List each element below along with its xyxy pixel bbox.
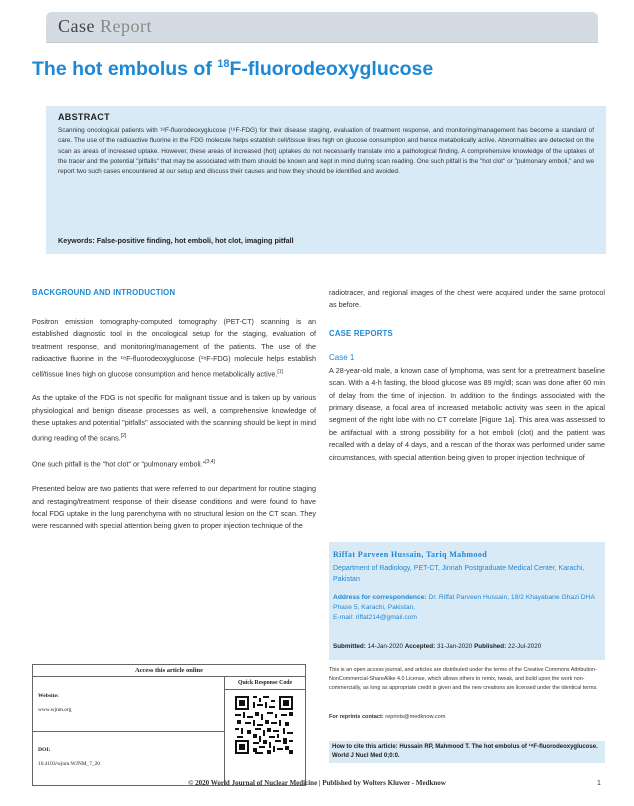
reprints-contact: For reprints contact: reprints@medknow.com [329,714,446,720]
abstract-text: Scanning oncological patients with ¹⁸F-fluorodeoxyglucose (¹⁸F-FDG) for their disease staging, evaluation of treatment response, and monitoring/management has become a standard of care. The use of the radioactive fluorine in the FDG molecule helps establish cell/tissue lines high on glucose consumption and hence metabolically active. Abnormalities are detected on the scan as areas of increased uptake. However, these areas of increased (hot) uptakes do not necessarily translate into a pathological finding. A comprehensive knowledge of the uptakes of the tracer and the potential "pitfalls" that may be associated with them should be known and kept in mind during scan reading. One such pitfall is the "hot clot" or "pulmonary emboli," and we report two such cases encountered at our setup and discuss their causes and how they should be identified and avoided. [58,127,594,176]
background-paragraph-4: Presented below are two patients that were referred to our department for routine staging and restaging/treatment response of their disease conditions and were found to have focal FDG uptake in the lung parenchyma with no structural lesion on the CT scan. They were rescanned with special attention being given to proper injection technique of the [32,484,316,531]
correspondence-address: Address for correspondence: Dr. Riffat Parveen Hussain, 18/2 Khayabane Ghazi DHA Phase 5, Karachi, Pakistan. E-mail: riffat214@gmail.com [333,594,595,621]
access-heading: Access this article online [33,665,305,677]
background-paragraph-2: As the uptake of the FDG is not specific for malignant tissue and is taken up by various physiological and benign disease processes as well, a comprehensive knowledge of these uptakes and potential "pitfalls" associated with the scanning should be kept in mind during reading of the scans.[2] [32,393,316,443]
correspondence-email: E-mail: riffat214@gmail.com [333,614,417,621]
background-heading: BACKGROUND AND INTRODUCTION [32,288,176,297]
doi-label: DOI: [38,747,51,753]
author-info-box [329,542,605,660]
background-paragraph-1: Positron emission tomography-computed tomography (PET-CT) scanning is an established diagnostic tool in the oncological setup for the staging, evaluation of treatment response, and monitoring/management of the patients. The use of the radioactive fluorine in the ¹⁸F-fluorodeoxyglucose (¹⁸F-FDG) molecule helps establish cell/tissue lines high on glucose consumption and hence metabolically active.[1] [32,317,316,379]
doi-value[interactable]: 10.4103/wjnm.WJNM_7_20 [38,761,100,767]
qr-panel [225,677,305,785]
abstract-heading: ABSTRACT [58,112,110,122]
access-online-box [32,664,306,786]
author-names: Riffat Parveen Hussain, Tariq Mahmood [333,550,488,559]
journal-footer: © 2020 World Journal of Nuclear Medicine | Published by Wolters Kluwer - Medknow [188,779,446,787]
website-link[interactable]: www.wjnm.org [38,707,72,713]
access-info [33,677,225,785]
header-divider [46,42,598,43]
keywords: Keywords: False-positive finding, hot emboli, hot clot, imaging pitfall [58,236,294,245]
background-paragraph-3: One such pitfall is the "hot clot" or "pulmonary emboli."[3,4] [32,459,215,469]
submission-dates: Submitted: 14-Jan-2020 Accepted: 31-Jan-2020 Published: 22-Jul-2020 [333,643,542,650]
article-title: The hot embolus of $^{18}$F-fluorodeoxyglucose [32,58,434,80]
website-label: Website: [38,693,59,699]
case-1-heading: Case 1 [329,352,355,362]
page-number: 1 [597,780,601,787]
continued-paragraph: radiotracer, and regional images of the chest were acquired under the same protocol as before. [329,288,605,310]
case-1-text: A 28-year-old male, a known case of lymphoma, was sent for a pretreatment baseline scan. With a 4-h fasting, the blood glucose was 89 mg/dl; scan was done after 60 min of delay from the time of injection. In addition to the findings associated with the primary disease, a focal area of increased metabolic activity was seen in the apical segment of the right lobe with no CT correlate [Figure 1a]. This area was assessed to be artifactual with a strong possibility for a hot emboli (clot) and the patient was recalled with a delay of 4 days, and a rescan of the thorax was performed under same circumstances, with special attention being given to proper injection technique of [329,365,605,462]
right-column [329,287,605,464]
case-reports-heading: CASE REPORTS [329,328,393,338]
article-type-label: Case Report [58,16,152,36]
qr-label: Quick Response Code [225,677,305,690]
abstract-box [46,106,606,254]
author-affiliation: Department of Radiology, PET-CT, Jinnah Postgraduate Medical Center, Karachi, Pakistan [333,565,585,583]
left-column [32,288,316,533]
access-divider [33,731,225,732]
license-text: This is an open access journal, and articles are distributed under the terms of the Creative Commons Attribution-NonCommercial-ShareAlike 4.0 License, which allows others to remix, tweak, and build upon the work non-commercially, as long as appropriate credit is given and the new creations are licensed under the identical terms. [329,667,598,691]
citation-box: How to cite this article: Hussain RP, Mahmood T. The hot embolus of ¹⁸F-fluorodeoxyglucose. World J Nucl Med 0;0:0. [329,741,605,763]
qr-code-icon[interactable] [235,696,293,754]
